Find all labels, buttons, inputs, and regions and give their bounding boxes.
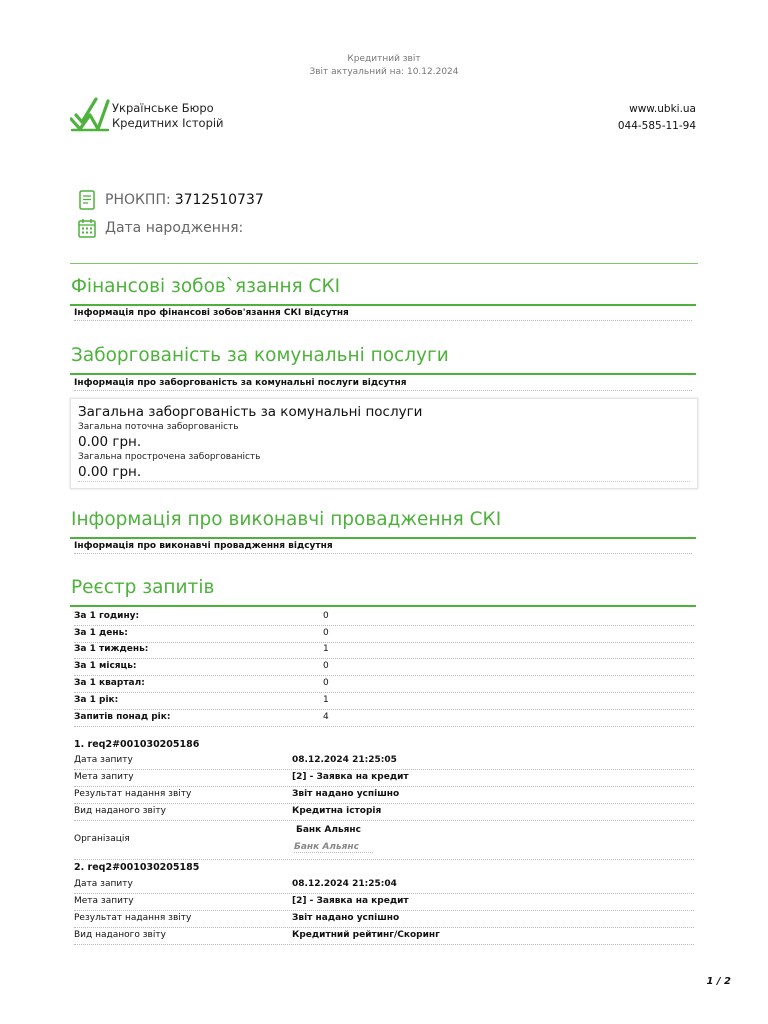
request-detail-row (74, 752, 694, 770)
utilities-note: Інформація про заборгованість за комунальні послуги відсутня (74, 378, 692, 391)
birthdate-row (78, 217, 243, 239)
request-detail-label: Результат надання звіту (74, 789, 192, 799)
request-detail-row (74, 910, 694, 928)
register-count-row (74, 608, 694, 626)
register-count-label: За 1 рік: (74, 695, 119, 705)
register-count-value: 1 (323, 644, 329, 654)
section-title-enforcement: Інформація про виконавчі провадження СКІ (71, 509, 502, 530)
rnokpp-label: РНОКПП: (105, 192, 171, 208)
section-rule-financial (70, 304, 696, 306)
register-count-row (74, 625, 694, 643)
request-detail-label: Дата запиту (74, 755, 133, 765)
section-rule-utilities (70, 373, 696, 375)
request-detail-value: Звіт надано успішно (292, 913, 400, 923)
register-count-row (74, 675, 694, 693)
report-actual-date: Звіт актуальний на: 10.12.2024 (309, 67, 459, 77)
request-detail-value: 08.12.2024 21:25:05 (292, 755, 397, 765)
utilities-current-label: Загальна поточна заборгованість (78, 422, 239, 432)
request-detail-value: [2] - Заявка на кредит (292, 896, 409, 906)
register-count-value: 0 (323, 628, 329, 638)
register-count-value: 0 (323, 678, 329, 688)
request-detail-row (74, 803, 694, 821)
request-detail-row (74, 927, 694, 945)
utilities-box-title: Загальна заборгованість за комунальні послуги (78, 404, 423, 420)
request-detail-label: Вид наданого звіту (74, 930, 166, 940)
top-divider (70, 263, 698, 264)
request-detail-label: Результат надання звіту (74, 913, 192, 923)
request-detail-value: Звіт надано успішно (292, 789, 400, 799)
bureau-name (112, 101, 224, 131)
bureau-phone: 044-585-11-94 (617, 120, 696, 132)
register-count-label: За 1 місяць: (74, 661, 137, 671)
request-detail-value: 08.12.2024 21:25:04 (292, 879, 397, 889)
request-detail-row (74, 769, 694, 787)
organization-value: Банк Альянс (296, 825, 361, 835)
enforcement-note: Інформація про виконавчі провадження відсутня (74, 541, 692, 554)
register-count-label: За 1 день: (74, 628, 128, 638)
register-count-label: За 1 квартал: (74, 678, 145, 688)
register-count-value: 1 (323, 695, 329, 705)
register-count-label: Запитів понад рік: (74, 712, 171, 722)
section-title-register: Реєстр запитів (71, 577, 215, 598)
register-count-label: За 1 годину: (74, 611, 140, 621)
request-detail-value: Кредитна історія (292, 806, 382, 816)
request-detail-label: Мета запиту (74, 896, 134, 906)
register-count-label: За 1 тиждень: (74, 644, 149, 654)
report-title: Кредитний звіт (347, 54, 421, 64)
utilities-overdue-label: Загальна прострочена заборгованість (78, 452, 261, 462)
bureau-name-line1: Українське Бюро (112, 101, 214, 115)
request-detail-row (74, 893, 694, 911)
document-icon (78, 190, 96, 210)
section-title-utilities: Заборгованість за комунальні послуги (71, 345, 449, 366)
request-heading: 2. req2#001030205185 (74, 862, 200, 873)
request-detail-value: [2] - Заявка на кредит (292, 772, 409, 782)
birthdate-label: Дата народження: (105, 220, 244, 236)
request-detail-value: Кредитний рейтинг/Скоринг (292, 930, 440, 940)
ubki-logo-icon (70, 97, 110, 133)
register-count-row (74, 641, 694, 659)
request-detail-row (74, 786, 694, 804)
financial-note: Інформація про фінансові зобов'язання СКІ відсутня (74, 308, 692, 321)
request-detail-row (74, 876, 694, 894)
rnokpp-value: 3712510737 (174, 192, 264, 208)
register-count-value: 4 (323, 712, 329, 722)
bureau-contacts (618, 101, 696, 135)
request-detail-label: Мета запиту (74, 772, 134, 782)
utilities-overdue-value: 0.00 грн. (78, 463, 690, 482)
section-rule-register (70, 605, 696, 607)
bureau-name-line2: Кредитних Історій (112, 116, 224, 130)
calendar-icon (78, 218, 96, 238)
page-number: 1 / 2 (706, 976, 731, 987)
register-count-row (74, 709, 694, 727)
request-organization-row (74, 824, 694, 860)
bureau-website[interactable]: www.ubki.ua (629, 103, 696, 115)
request-detail-label: Вид наданого звіту (74, 806, 166, 816)
organization-label: Організація (74, 834, 130, 844)
rnokpp-row (78, 189, 264, 211)
register-count-row (74, 658, 694, 676)
section-rule-enforcement (70, 537, 696, 539)
register-count-value: 0 (323, 661, 329, 671)
organization-value-alt: Банк Альянс (294, 842, 373, 853)
register-count-row (74, 692, 694, 710)
utilities-current-value: 0.00 грн. (78, 434, 142, 450)
section-title-financial: Фінансові зобов`язання СКІ (71, 276, 341, 297)
register-count-value: 0 (323, 611, 329, 621)
ubki-logo (70, 97, 224, 133)
utilities-summary-box (70, 398, 698, 489)
request-heading: 1. req2#001030205186 (74, 739, 200, 750)
request-detail-label: Дата запиту (74, 879, 133, 889)
